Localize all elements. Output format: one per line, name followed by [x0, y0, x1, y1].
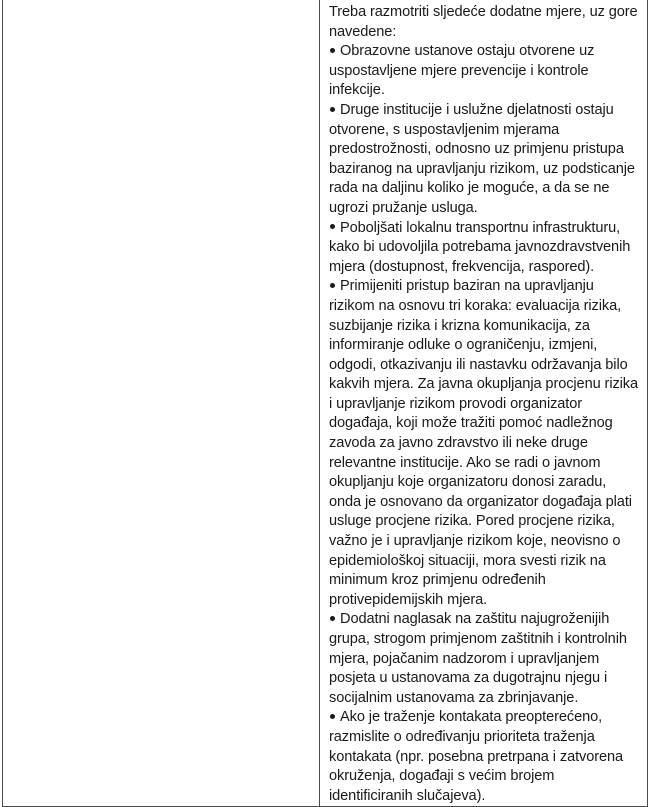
bullet-item	[329, 42, 639, 101]
bullet-text: Druge institucije i uslužne djelatnosti ostaju otvorene, s uspostavljenim mjerama predostrožnosti, odnosno uz primjenu pristupa baziranog na upravljanju rizikom, uz podsticanje rada na daljinu koliko je moguće, a da se ne ugrozi pružanje usluga.	[329, 101, 635, 216]
bullet-text: Dodatni naglasak na zaštitu najugroženijih grupa, strogom primjenom zaštitnih i kontrolnih mjera, pojačanim nadzorom i upravljanjem posjeta u ustanovama za dugotrajnu njegu i socijalnim ustanovama za zbrinjavanje.	[329, 611, 627, 706]
intro-paragraph: Treba razmotriti sljedeće dodatne mjere, uz gore navedene:	[329, 4, 638, 40]
bullet-text: Primijeniti pristup baziran na upravljanju rizikom na osnovu tri koraka: evaluacija rizika, suzbijanje rizika i krizna komunikacija, za informiranje odluke o ograničenju, izmjeni, odgodi, otkazivanju ili nastavku održavanja bilo kakvih mjera. Za javna okupljanja procjenu rizika i upravljanje rizikom provodi organizator događaja, koji može tražiti pomoć nadležnog zavoda za javno zdravstvo ili neke druge relevantne institucije. Ako se radi o javnom okupljanju koje organizatoru donosi zaradu, onda je osnovano da organizator događaja plati usluge procjene rizika. Pored procjene rizika, važno je i upravljanje rizikom koje, neovisno o epidemiološkoj situaciji, mora svesti rizik na minimum kroz primjenu određenih protivepidemijskih mjera.	[329, 278, 639, 608]
bullet-icon	[330, 714, 335, 719]
bullet-icon	[330, 283, 335, 288]
bullet-item	[329, 610, 639, 708]
bullet-text: Obrazovne ustanove ostaju otvorene uz uspostavljene mjere prevencije i kontrole infekcije.	[329, 43, 595, 99]
bullet-text: Poboljšati lokalnu transportnu infrastrukturu, kako bi udovoljila potrebama javnozdravstvenih mjera (dostupnost, frekvencija, raspored).	[329, 219, 631, 275]
bullet-item	[329, 708, 639, 806]
bullet-item	[329, 219, 639, 278]
bullet-item	[329, 101, 639, 219]
table-row	[3, 0, 648, 807]
bullet-icon	[330, 48, 335, 53]
bullet-item	[329, 277, 639, 610]
bullet-icon	[330, 616, 335, 621]
document-table	[2, 0, 648, 807]
bullet-icon	[330, 107, 335, 112]
measures-cell	[320, 0, 648, 807]
measures-text	[320, 0, 647, 806]
empty-left-cell	[3, 0, 320, 807]
bullet-icon	[330, 224, 335, 229]
bullet-text: Ako je traženje kontakata preopterećeno, razmislite o određivanju prioriteta traženja kontakata (npr. posebna pretrpana i zatvorena okruženja, događaji s većim brojem identificiranih slučajeva).	[329, 709, 624, 804]
